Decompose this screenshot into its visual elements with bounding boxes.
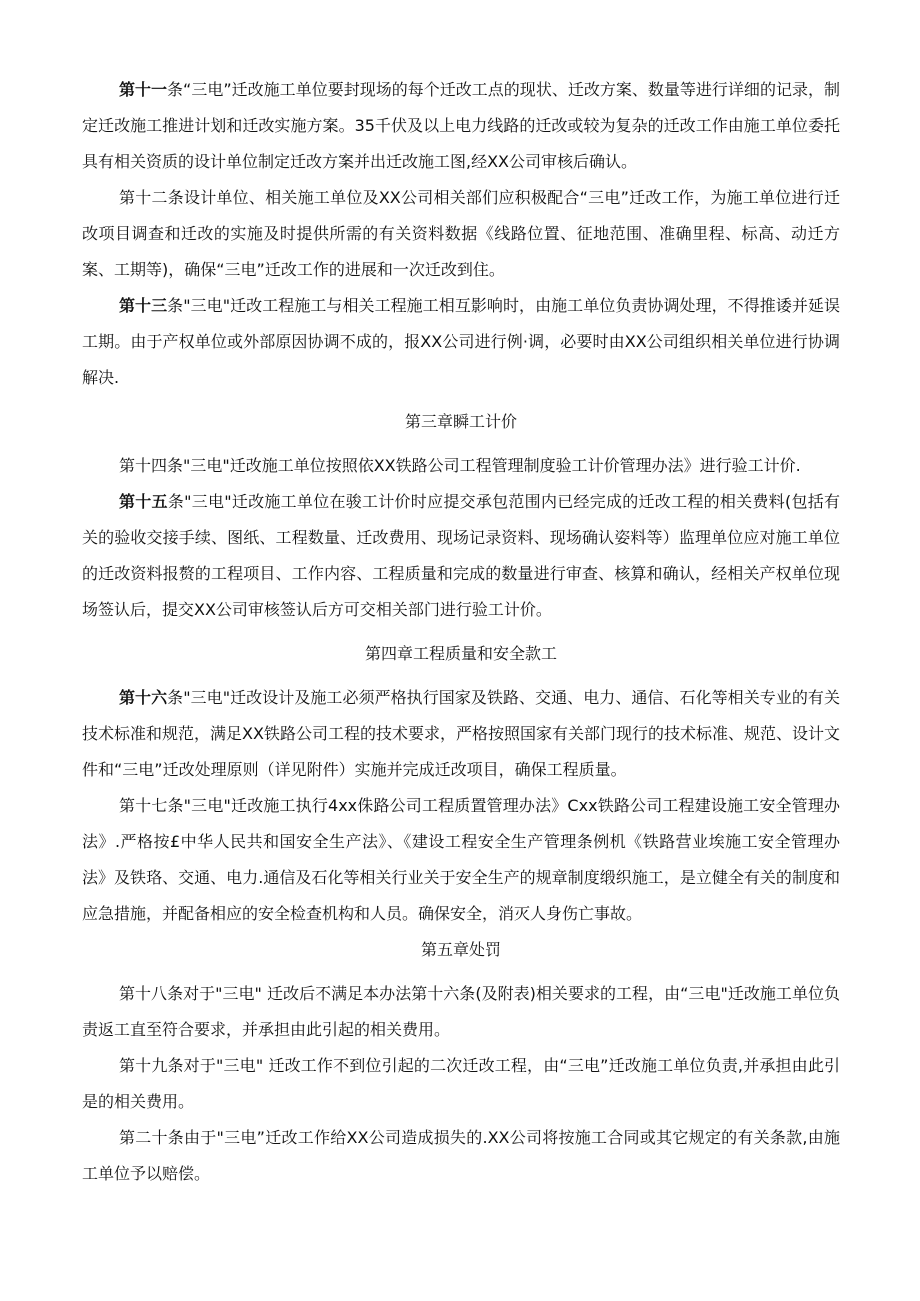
article-11 [82, 72, 840, 180]
article-16 [82, 680, 840, 788]
article-19 [82, 1048, 840, 1120]
article-14 [82, 448, 840, 484]
article-13-number: 第十三 [119, 296, 168, 315]
article-17 [82, 788, 840, 932]
article-20-text: 第二十条由于"三电”迁改工作给XX公司造成损失的.XX公司将按施工合同或其它规定的有关条款,由施工单位予以赔偿。 [82, 1128, 840, 1183]
article-12 [82, 180, 840, 288]
chapter-5-heading: 第五章处罚 [420, 940, 501, 959]
article-19-text: 第十九条对于"三电" 迁改工作不到位引起的二次迁改工程，由“三电”迁改施工单位负责,并承担由此引是的相关费用。 [82, 1056, 840, 1111]
article-17-text: 第十七条"三电"迁改施工执行4xx侏路公司工程质置管理办法》Cxx铁路公司工程建设施工安全管理办法》.严格按£中华人民共和国安全生产法》、《建设工程安全生产管理条例机《铁路营业埃施工安全管理办法》及铁珞、交通、电力.通信及石化等相关行业关于安全生产的规章制度缎织施工，是立健全有关的制度和应急措施，并配备相应的安全检查机构和人员。确保安全，消灭人身伤亡事故。 [82, 796, 840, 923]
article-12-text: 第十二条设计单位、相关施工单位及XX公司相关部们应积极配合“三电”迁改工作，为施工单位进行迁改项目调查和迁改的实施及时提供所需的有关资料数据《线路位置、征地范围、准确里程、标高、动迁方案、工期等)，确保“三电”迁改工作的进展和一次迁改到住。 [82, 188, 840, 279]
article-13-text: 条"三电"迁改工程施工与相关工程施工相互影响时，由施工单位负责协调处理，不得推诿并延误工期。由于产权单位或外部原因协调不成的，报XX公司进行例·调，必要时由XX公司组织相关单位进行协调解决. [82, 296, 840, 387]
article-14-text: 第十四条"三电"迁改施工单位按照依XX铁路公司工程管理制度验工计价管理办法》进行验工计价. [119, 456, 801, 475]
article-20 [82, 1120, 840, 1192]
article-11-number: 第十一 [119, 80, 168, 99]
article-15-text: 条"三电"迁改施工单位在骏工计价时应提交承包范围内已经完成的迁改工程的相关费料(包括有关的验收交接手续、图纸、工程数量、迁改费用、现场记录资料、现场确认姿料等）监理单位应对施工单位的迁改资料报赘的工程项目、工作内容、工程质量和完成的数量进行审查、核算和确认，经相关产权单位现场签认后，提交XX公司审核签认后方可交相关部门进行验工计价。 [82, 492, 840, 619]
article-11-text: 条“三电”迁改施工单位要封现场的每个迁改工点的现状、迁改方案、数量等进行详细的记录，制定迁改施工推进计划和迁改实施方案。35千伏及以上电力线路的迁改或较为复杂的迁改工作由施工单位委托具有相关资质的设计单位制定迁改方案并出迁改施工图,经XX公司审核后确认。 [82, 80, 840, 171]
article-16-number: 第十六 [119, 688, 168, 707]
chapter-3-heading: 第三章瞬工计价 [404, 412, 517, 431]
article-18 [82, 976, 840, 1048]
article-16-text: 条"三电"迁改设计及施工必须严格执行国家及铁路、交通、电力、通信、石化等相关专业的有关技术标准和规范，满足XX铁路公司工程的技术要求，严格按照国家有关部门现行的技术标准、规范、设计文件和“三电”迁改处理原则（详见附件）实施并完成迁改项目，确保工程质量。 [82, 688, 840, 779]
article-18-text: 第十八条对于"三电" 迁改后不满足本办法第十六条(及附表)相关要求的工程，由“三电"迁改施工单位负责返工直至符合要求，并承担由此引起的相关费用。 [82, 984, 840, 1039]
document-body [82, 72, 840, 1192]
article-15 [82, 484, 840, 628]
article-15-number: 第十五 [119, 492, 168, 511]
article-13 [82, 288, 840, 396]
chapter-4-heading: 第四章工程质量和安全款工 [364, 644, 557, 663]
